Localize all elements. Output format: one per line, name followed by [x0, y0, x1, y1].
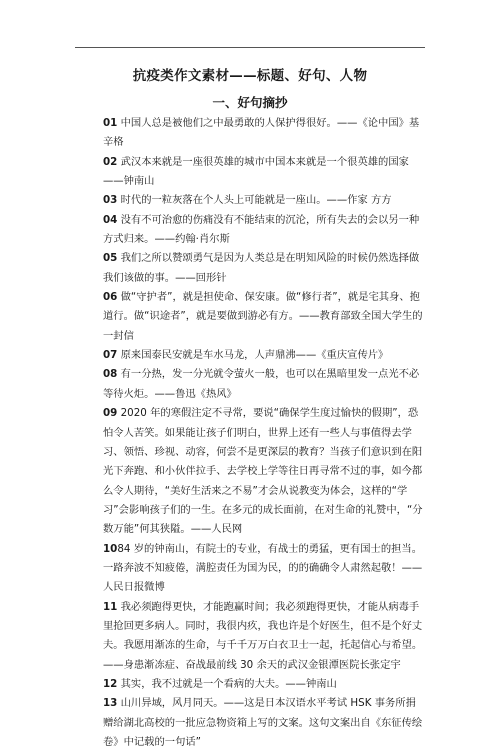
item-number: 04	[103, 213, 118, 226]
item-text: 有一分热，发一分光就令萤火一般，也可以在黑暗里发一点光不必等待火炬。——鲁迅《热风》	[103, 368, 420, 400]
item-text: 没有不可治愈的伤痛没有不能结束的沉沦，所有失去的会以另一种方式归来。——约翰·肖尔斯	[103, 213, 420, 246]
item-number: 03	[103, 194, 118, 207]
item-number: 09	[103, 407, 118, 420]
list-item	[103, 675, 425, 694]
item-text: 时代的一粒灰落在个人头上可能就是一座山。——作家 方方	[117, 194, 392, 207]
item-text: 其实，我不过就是一个看病的大夫。——钟南山	[117, 677, 337, 690]
list-item	[103, 365, 425, 404]
item-number: 02	[103, 155, 118, 168]
list-item	[103, 404, 425, 539]
list-item	[103, 153, 425, 192]
list-item	[103, 694, 425, 752]
item-text: 我必须跑得更快，才能跑赢时间；我必须跑得更快，才能从病毒手里抢回更多病人。同时，我很内疚，我也许是个好医生，但不是个好丈夫。我愿用渐冻的生命，与千千万万白衣卫士一起，托起信心与希望。——身患渐冻症、奋战最前线 30 余天的武汉金银潭医院长张定宇	[103, 600, 423, 671]
item-number: 07	[103, 349, 118, 362]
item-text: 84 岁的钟南山，有院士的专业，有战士的勇猛，更有国士的担当。一路奔波不知疲倦，满腔责任为国为民，的的确确令人肃然起敬！——人民日报微博	[103, 542, 423, 594]
item-number: 13	[103, 697, 118, 710]
item-number: 05	[103, 252, 118, 265]
item-text: 2020 年的寒假注定不寻常，要说“确保学生度过愉快的假期”，恐怕令人苦笑。如果能让孩子们明白，世界上还有一些人与事值得去学习、领悟、珍视、动容，何尝不是更深层的教育？当孩子们意识到在阳光下奔跑、和小伙伴拉手、去学校上学等往日再寻常不过的事，如今都么令人期待，“美好生活来之不易”才会从说教变为体会，这样的“学习”会影响孩子们的一生。在多元的成长面前，在对生命的礼赞中，“分数万能”何其狭隘。——人民网	[103, 407, 423, 536]
quote-list	[103, 114, 425, 752]
item-text: 我们之所以赞颂勇气是因为人类总是在明知风险的时候仍然选择做我们该做的事。——回形针	[103, 252, 420, 284]
list-item	[103, 249, 425, 288]
item-number: 06	[103, 291, 118, 304]
section-heading: 一、好句摘抄	[212, 95, 288, 110]
item-text: 中国人总是被他们之中最勇敢的人保护得很好。——《论中国》基辛格	[103, 117, 420, 149]
item-text: 做“守护者”，就是担使命、保安康。做“修行者”，就是宅其身、抱道行。做“识途者”，就是要做到游必有方。——教育部致全国大学生的一封信	[103, 291, 423, 342]
list-item	[103, 346, 425, 365]
list-item	[103, 191, 425, 210]
list-item	[103, 598, 425, 675]
item-number: 08	[103, 368, 118, 381]
list-item	[103, 288, 425, 346]
item-text: 武汉本来就是一座很英雄的城市中国本来就是一个很英雄的国家——钟南山	[103, 155, 409, 188]
item-number: 11	[103, 600, 118, 613]
document-title: 抗疫类作文素材——标题、好句、人物	[132, 68, 368, 84]
item-number: 10	[103, 542, 118, 555]
list-item	[103, 211, 425, 250]
header-rule	[75, 47, 425, 48]
item-number: 12	[103, 677, 118, 690]
item-text: 山川异域，风月同天。——这是日本汉语水平考试 HSK 事务所捐赠给湖北高校的一批应急物资箱上写的文案。这句文案出自《东征传绘卷》中记载的一句话”	[103, 697, 423, 748]
list-item	[103, 114, 425, 153]
item-number: 01	[103, 117, 118, 129]
item-text: 原来国泰民安就是车水马龙，人声鼎沸——《重庆宣传片》	[117, 349, 389, 362]
list-item	[103, 540, 425, 598]
